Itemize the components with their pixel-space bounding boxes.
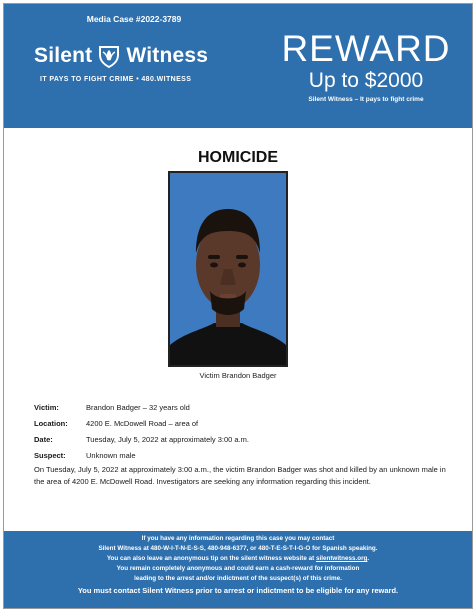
header-banner (4, 4, 472, 128)
case-details (34, 399, 249, 463)
tagline: IT PAYS TO FIGHT CRIME • 480.WITNESS (40, 76, 192, 83)
detail-value: Tuesday, July 5, 2022 at approximately 3:00 a.m. (86, 434, 250, 444)
detail-label: Suspect: (34, 450, 66, 460)
detail-value: Brandon Badger – 32 years old (86, 402, 190, 412)
detail-row-date (34, 431, 249, 447)
photo-caption: Victim Brandon Badger (199, 371, 277, 380)
victim-portrait-image (170, 173, 286, 365)
case-narrative: On Tuesday, July 5, 2022 at approximately 3:00 a.m., the victim Brandon Badger was shot and killed by an unknown male in the area of 4200 E. McDowell Road. Investigators are seeking any information regarding this incident. (34, 465, 446, 486)
crime-type-title: HOMICIDE (198, 149, 278, 166)
silent-witness-logo (34, 44, 208, 68)
detail-label: Date: (34, 434, 53, 444)
reward-amount: Up to $2000 (308, 69, 424, 92)
media-case-number: Media Case #2022-3789 (86, 14, 182, 24)
shield-emblem-icon (97, 44, 121, 68)
detail-label: Victim: (34, 402, 59, 412)
anonymity-line: You remain completely anonymous and could earn a cash-reward for information (116, 565, 360, 572)
contact-line: If you have any information regarding this case you may contact (141, 535, 335, 542)
eligibility-warning: You must contact Silent Witness prior to arrest or indictment to be eligible for any reward. (77, 586, 399, 595)
website-text: You can also leave an anonymous tip on the silent witness website at (106, 555, 316, 562)
logo-word-silent: Silent (34, 44, 93, 67)
website-period: . (367, 555, 370, 562)
flyer (3, 3, 473, 609)
footer-banner (4, 531, 472, 608)
website-line (4, 554, 472, 564)
website-link[interactable]: silentwitness.org (315, 555, 368, 562)
detail-row-location (34, 415, 249, 431)
logo-word-witness: Witness (126, 44, 209, 67)
reward-condition-line: leading to the arrest and/or indictment of the suspect(s) of this crime. (134, 575, 342, 582)
victim-photo (168, 171, 288, 367)
detail-row-victim (34, 399, 249, 415)
contact-phone-line: Silent Witness at 480-W-I-T-N-E-S-S, 480-948-6377, or 480-T-E-S-T-I-G-O for Spanish speaking. (98, 545, 378, 552)
reward-subtitle: Silent Witness – It pays to fight crime (308, 96, 424, 103)
detail-value: 4200 E. McDowell Road – area of (86, 418, 199, 428)
detail-label: Location: (34, 418, 68, 428)
contact-info (4, 531, 472, 584)
detail-value: Unknown male (86, 450, 136, 460)
reward-title: REWARD (281, 28, 451, 69)
detail-row-suspect (34, 447, 249, 463)
